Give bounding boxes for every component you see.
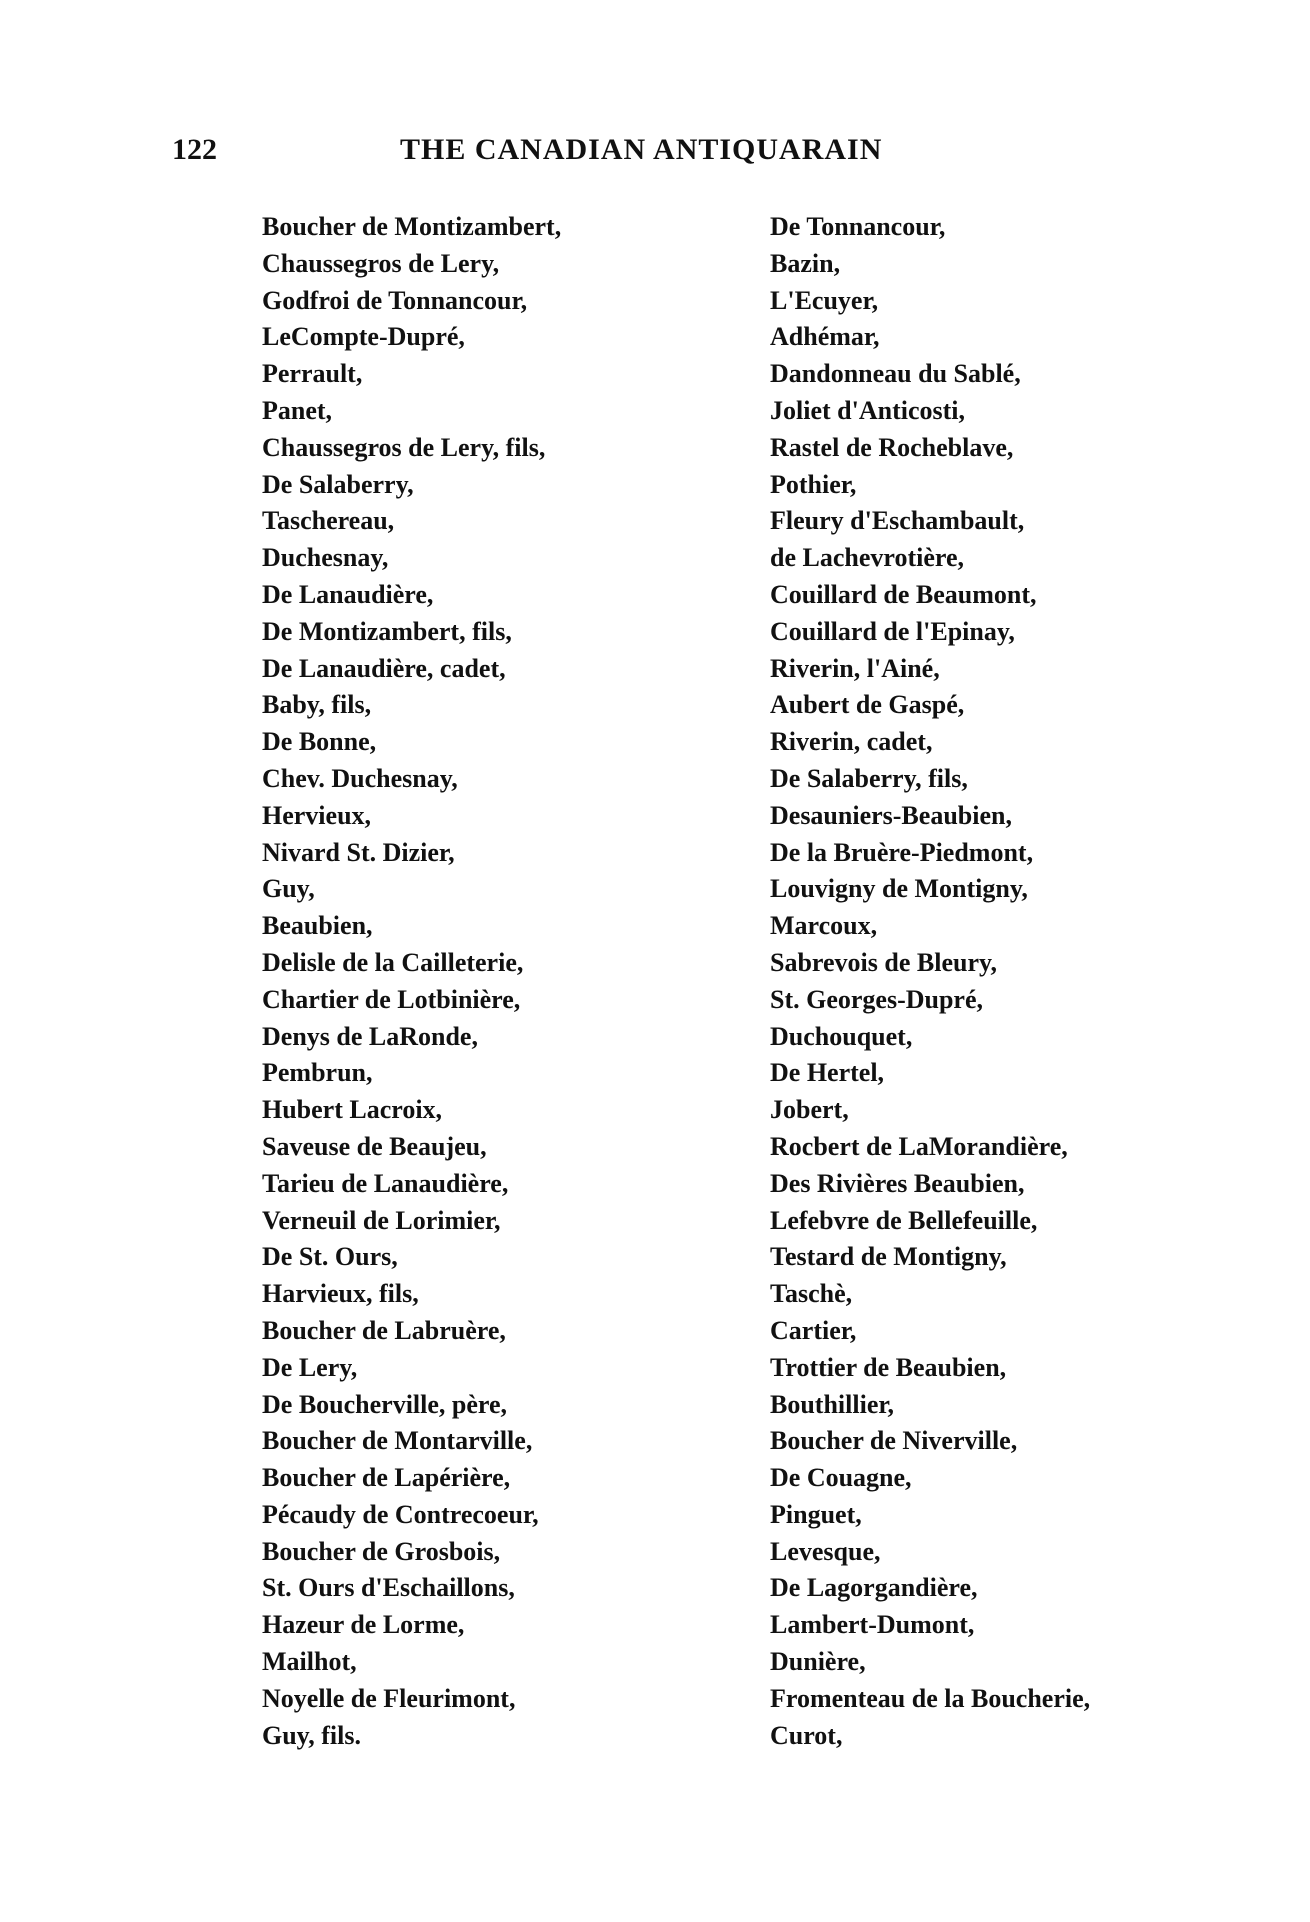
name-entry: Guy, fils. xyxy=(262,1720,361,1750)
name-entry: Couillard de l'Epinay, xyxy=(770,616,1015,646)
name-entry: LeCompte-Dupré, xyxy=(262,322,465,352)
name-entry: Chaussegros de Lery, fils, xyxy=(262,432,546,462)
name-entry: Pécaudy de Contrecoeur, xyxy=(262,1499,539,1529)
name-entry: Godfroi de Tonnancour, xyxy=(262,285,528,315)
name-entry: Chev. Duchesnay, xyxy=(262,763,458,793)
name-entry: Lambert-Dumont, xyxy=(770,1610,975,1640)
name-entry: Hubert Lacroix, xyxy=(262,1095,443,1125)
name-entry: Chaussegros de Lery, xyxy=(262,248,500,278)
name-entry: Denys de LaRonde, xyxy=(262,1021,478,1051)
name-entry: De la Bruère-Piedmont, xyxy=(770,837,1034,867)
name-entry: Bouthillier, xyxy=(770,1389,895,1419)
name-entry: Des Rivières Beaubien, xyxy=(770,1168,1025,1198)
name-entry: Lefebvre de Bellefeuille, xyxy=(770,1205,1038,1235)
name-entry: L'Ecuyer, xyxy=(770,285,879,315)
name-entry: Taschè, xyxy=(770,1279,853,1309)
name-entry: Bazin, xyxy=(770,248,841,278)
name-entry: Pinguet, xyxy=(770,1499,862,1529)
running-title: THE CANADIAN ANTIQUARAIN xyxy=(400,133,883,166)
name-entry: Marcoux, xyxy=(770,911,878,941)
name-entry: Chartier de Lotbinière, xyxy=(262,984,521,1014)
name-entry: Nivard St. Dizier, xyxy=(262,837,455,867)
name-entry: Panet, xyxy=(262,395,333,425)
name-entry: Pembrun, xyxy=(262,1058,373,1088)
name-entry: De Couagne, xyxy=(770,1463,912,1493)
name-entry: Perrault, xyxy=(262,359,363,389)
name-entry: Riverin, l'Ainé, xyxy=(770,653,940,683)
name-entry: Guy, xyxy=(262,874,315,904)
name-entry: Rastel de Rocheblave, xyxy=(770,432,1014,462)
left-name-column xyxy=(262,209,732,1754)
name-entry: De Lanaudière, cadet, xyxy=(262,653,506,683)
name-entry: Desauniers-Beaubien, xyxy=(770,800,1012,830)
name-entry: St. Georges-Dupré, xyxy=(770,984,984,1014)
name-entry: De Tonnancour, xyxy=(770,212,946,241)
name-entry: Fromenteau de la Boucherie, xyxy=(770,1683,1091,1713)
name-entry: Harvieux, fils, xyxy=(262,1279,419,1309)
name-entry: Jobert, xyxy=(770,1095,849,1125)
name-entry: De Montizambert, fils, xyxy=(262,616,512,646)
name-entry: Duchouquet, xyxy=(770,1021,913,1051)
name-entry: De St. Ours, xyxy=(262,1242,398,1272)
name-entry: Boucher de Labruère, xyxy=(262,1315,506,1345)
name-entry: De Lery, xyxy=(262,1352,358,1382)
name-entry: De Salaberry, xyxy=(262,469,414,499)
name-entry: Boucher de Niverville, xyxy=(770,1426,1018,1456)
name-entry: de Lachevrotière, xyxy=(770,543,964,573)
page-header xyxy=(172,133,1232,177)
name-entry: Fleury d'Eschambault, xyxy=(770,506,1025,536)
name-entry: Taschereau, xyxy=(262,506,395,536)
name-entry: Testard de Montigny, xyxy=(770,1242,1007,1272)
name-entry: De Lanaudière, xyxy=(262,579,434,609)
name-entry: Joliet d'Anticosti, xyxy=(770,395,965,425)
name-entry: Noyelle de Fleurimont, xyxy=(262,1683,516,1713)
name-entry: Pothier, xyxy=(770,469,857,499)
name-entry: Baby, fils, xyxy=(262,690,372,720)
name-entry: Beaubien, xyxy=(262,911,373,941)
name-entry: Saveuse de Beaujeu, xyxy=(262,1131,487,1161)
name-entry: Delisle de la Cailleterie, xyxy=(262,947,524,977)
name-entry: Boucher de Montarville, xyxy=(262,1426,533,1456)
name-entry: Cartier, xyxy=(770,1315,857,1345)
name-entry: Duchesnay, xyxy=(262,543,389,573)
name-entry: Hazeur de Lorme, xyxy=(262,1610,465,1640)
name-entry: Boucher de Grosbois, xyxy=(262,1536,501,1566)
page-number: 122 xyxy=(172,133,217,166)
name-entry: De Salaberry, fils, xyxy=(770,763,968,793)
name-entry: Dandonneau du Sablé, xyxy=(770,359,1021,389)
name-entry: Levesque, xyxy=(770,1536,881,1566)
name-entry: Curot, xyxy=(770,1720,843,1750)
name-entry: Tarieu de Lanaudière, xyxy=(262,1168,509,1198)
name-entry: Riverin, cadet, xyxy=(770,727,933,757)
name-entry: Dunière, xyxy=(770,1647,866,1677)
name-entry: Boucher de Lapérière, xyxy=(262,1463,511,1493)
name-entry: Trottier de Beaubien, xyxy=(770,1352,1007,1382)
name-entry: De Hertel, xyxy=(770,1058,885,1088)
name-entry: Boucher de Montizambert, xyxy=(262,212,562,241)
right-name-column xyxy=(770,209,1210,1754)
name-entry: Mailhot, xyxy=(262,1647,357,1677)
name-entry: Adhémar, xyxy=(770,322,880,352)
name-entry: De Bonne, xyxy=(262,727,377,757)
name-entry: Sabrevois de Bleury, xyxy=(770,947,998,977)
name-entry: Aubert de Gaspé, xyxy=(770,690,965,720)
name-entry: Rocbert de LaMorandière, xyxy=(770,1131,1068,1161)
name-entry: Couillard de Beaumont, xyxy=(770,579,1037,609)
name-entry: Verneuil de Lorimier, xyxy=(262,1205,501,1235)
name-entry: De Boucherville, père, xyxy=(262,1389,508,1419)
name-entry: St. Ours d'Eschaillons, xyxy=(262,1573,515,1603)
name-entry: De Lagorgandière, xyxy=(770,1573,978,1603)
name-entry: Hervieux, xyxy=(262,800,372,830)
name-entry: Louvigny de Montigny, xyxy=(770,874,1028,904)
